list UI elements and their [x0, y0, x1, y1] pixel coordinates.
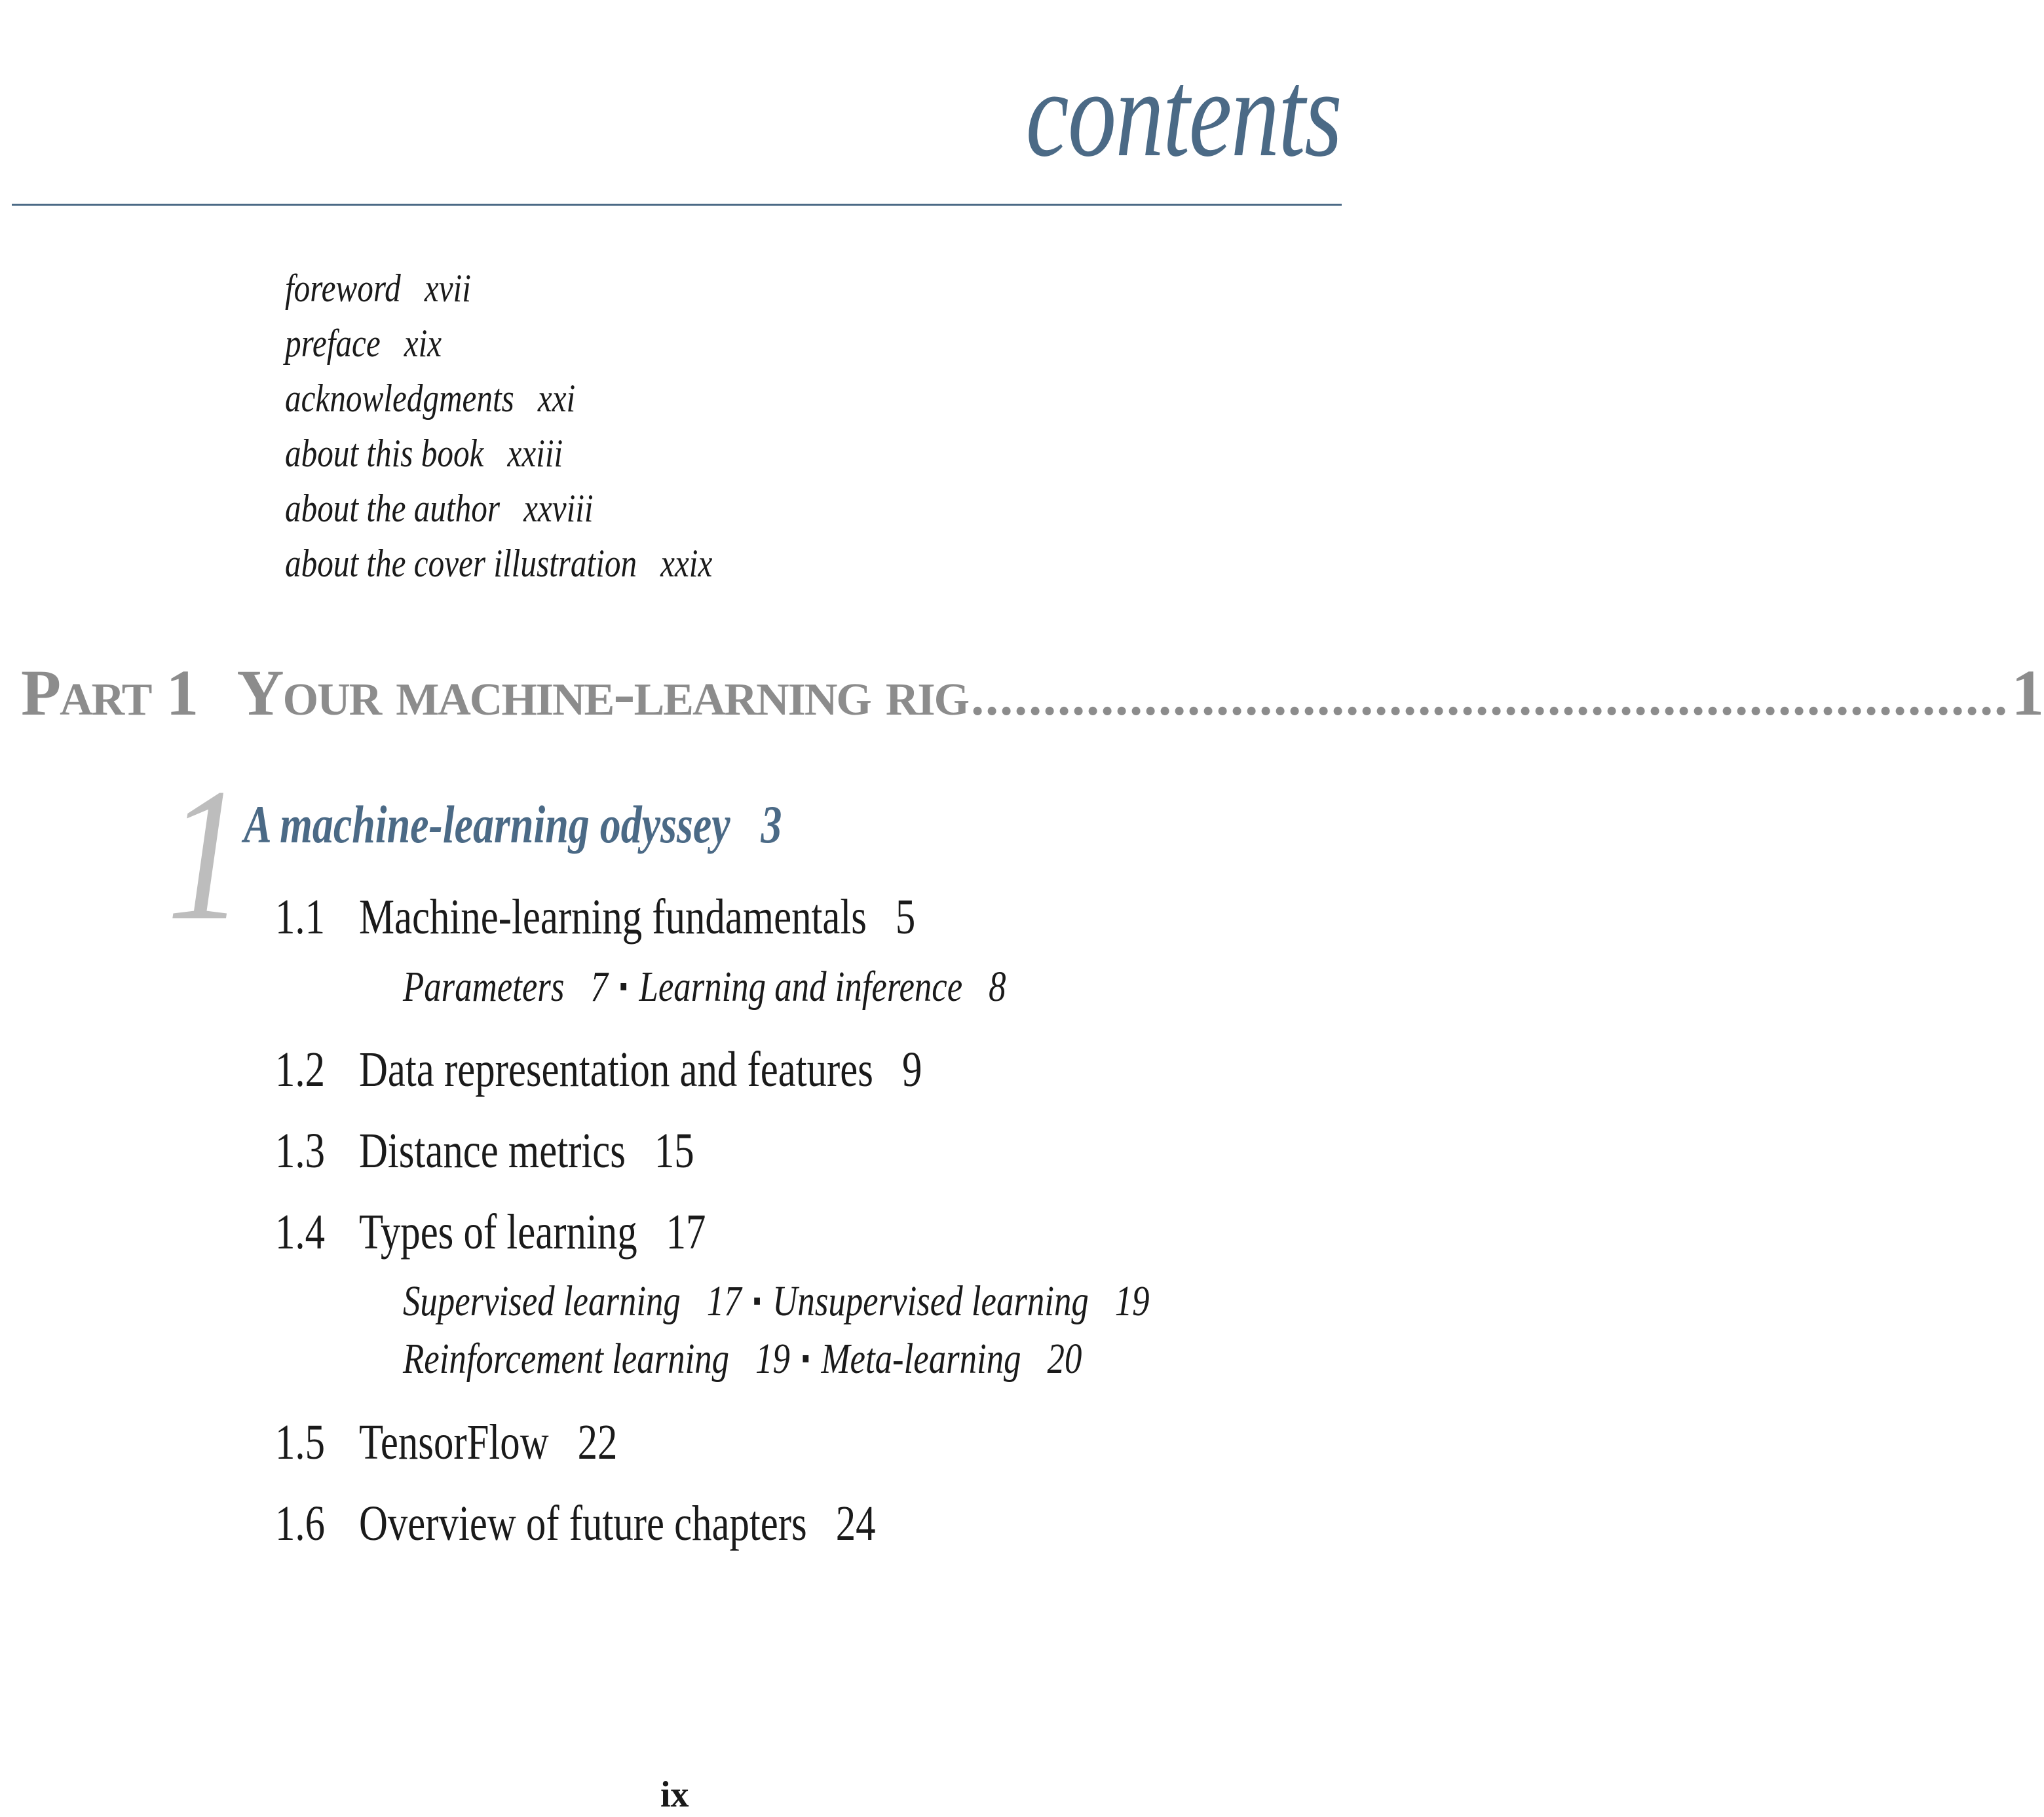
- section-title: Machine-learning fundamentals: [359, 890, 867, 945]
- entry-page: xvii: [424, 267, 471, 310]
- section-number: 1.2: [275, 1042, 325, 1097]
- subsection-title: Learning and inference: [639, 963, 963, 1011]
- section-page: 15: [654, 1123, 694, 1178]
- subsection-meta-learning[interactable]: [822, 1335, 1082, 1383]
- entry-page: xxi: [537, 377, 576, 420]
- section-title: TensorFlow: [359, 1415, 549, 1470]
- front-matter-entry-preface[interactable]: [285, 316, 712, 371]
- section-1-2[interactable]: [275, 1040, 922, 1100]
- section-number: 1.4: [275, 1205, 325, 1260]
- subsection-page: 20: [1047, 1335, 1082, 1383]
- subsection-page: 19: [755, 1335, 790, 1383]
- part-dot-leader: ........................................................................: [971, 669, 2009, 726]
- subsection-title: Unsupervised learning: [772, 1277, 1089, 1325]
- entry-page: xxviii: [523, 487, 594, 530]
- chapter-title[interactable]: [244, 793, 782, 857]
- subsection-title: Meta-learning: [821, 1335, 1021, 1383]
- entry-label: acknowledgments: [285, 377, 514, 420]
- page-title: contents: [1025, 45, 1341, 183]
- section-number: 1.3: [275, 1123, 325, 1178]
- section-page: 22: [577, 1415, 618, 1470]
- front-matter-entry-about-the-author[interactable]: [285, 481, 712, 536]
- section-1-3[interactable]: [275, 1121, 694, 1181]
- entry-page: xxiii: [507, 432, 563, 475]
- section-number: 1.6: [275, 1496, 325, 1551]
- section-page: 9: [901, 1042, 922, 1097]
- separator-bullet: ▪: [753, 1284, 761, 1317]
- entry-label: foreword: [285, 267, 401, 310]
- part-title: Your machine-learning rig: [237, 656, 969, 729]
- subsection-line-1-4a: [403, 1275, 1150, 1327]
- section-title: Data representation and features: [359, 1042, 873, 1097]
- section-number: 1.1: [275, 890, 325, 945]
- chapter-title-text: A machine-learning odyssey: [244, 795, 730, 854]
- section-1-1[interactable]: [275, 888, 915, 947]
- subsection-title: Reinforcement learning: [403, 1335, 730, 1383]
- page-folio: ix: [660, 1774, 689, 1815]
- subsection-line-1-4b: [403, 1333, 1082, 1385]
- entry-label: about the cover illustration: [285, 542, 637, 585]
- chapter-number: 1: [167, 749, 243, 960]
- subsection-reinforcement-learning[interactable]: [403, 1335, 790, 1383]
- part-label: Part 1: [21, 656, 198, 729]
- chapter-page: 3: [761, 795, 782, 854]
- entry-label: preface: [285, 322, 381, 365]
- section-title: Overview of future chapters: [359, 1496, 807, 1551]
- subsection-supervised-learning[interactable]: [403, 1277, 742, 1325]
- section-page: 5: [895, 890, 916, 945]
- section-1-5[interactable]: [275, 1413, 617, 1472]
- subsection-unsupervised-learning[interactable]: [772, 1277, 1149, 1325]
- section-1-4[interactable]: [275, 1203, 706, 1262]
- front-matter-entry-foreword[interactable]: [285, 261, 712, 316]
- subsection-page: 19: [1114, 1277, 1150, 1325]
- subsection-page: 17: [706, 1277, 742, 1325]
- separator-bullet: ▪: [801, 1342, 810, 1374]
- section-page: 17: [666, 1205, 706, 1260]
- entry-label: about this book: [285, 432, 484, 475]
- section-1-6[interactable]: [275, 1494, 876, 1554]
- subsection-page: 7: [590, 963, 608, 1011]
- subsection-page: 8: [989, 963, 1006, 1011]
- section-title: Distance metrics: [359, 1123, 626, 1178]
- front-matter-entry-about-this-book[interactable]: [285, 426, 712, 481]
- entry-label: about the author: [285, 487, 500, 530]
- entry-page: xix: [404, 322, 442, 365]
- section-page: 24: [835, 1496, 876, 1551]
- subsection-learning-and-inference[interactable]: [639, 963, 1006, 1011]
- part-page-number: 1: [2011, 656, 2044, 729]
- separator-bullet: ▪: [619, 970, 628, 1002]
- subsection-title: Supervised learning: [403, 1277, 681, 1325]
- section-title: Types of learning: [359, 1205, 637, 1260]
- front-matter-list: [285, 261, 806, 591]
- subsection-line-1-1: [403, 961, 1006, 1013]
- title-rule: [12, 204, 1342, 206]
- front-matter-entry-about-the-cover[interactable]: [285, 536, 712, 591]
- front-matter-entry-acknowledgments[interactable]: [285, 371, 712, 426]
- entry-page: xxix: [660, 542, 713, 585]
- subsection-parameters[interactable]: [403, 963, 608, 1011]
- part-heading[interactable]: [21, 655, 2044, 730]
- section-number: 1.5: [275, 1415, 325, 1470]
- subsection-title: Parameters: [403, 963, 565, 1011]
